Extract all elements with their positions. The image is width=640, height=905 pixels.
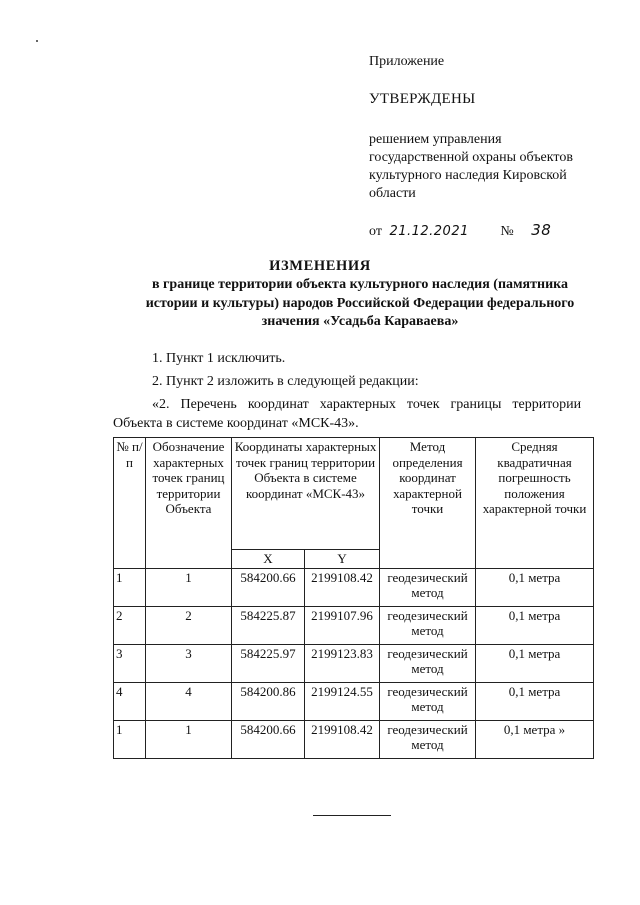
cell-num: 3 bbox=[114, 644, 146, 682]
quote-line-2: Объекта в системе координат «МСК-43». bbox=[113, 416, 359, 431]
cell-error: 0,1 метра » bbox=[476, 720, 594, 758]
cell-y: 2199108.42 bbox=[305, 568, 380, 606]
cell-method: геодезический метод bbox=[380, 720, 476, 758]
cell-num: 2 bbox=[114, 606, 146, 644]
cell-error: 0,1 метра bbox=[476, 682, 594, 720]
item-2: 2. Пункт 2 изложить в следующей редакции: bbox=[152, 374, 419, 389]
cell-y: 2199123.83 bbox=[305, 644, 380, 682]
date-value: 21.12.2021 bbox=[389, 224, 469, 239]
cell-y: 2199108.42 bbox=[305, 720, 380, 758]
cell-num: 1 bbox=[114, 568, 146, 606]
cell-x: 584200.66 bbox=[232, 720, 305, 758]
cell-error: 0,1 метра bbox=[476, 568, 594, 606]
header-num: № п/п bbox=[114, 438, 146, 569]
date-prefix: от bbox=[369, 224, 382, 239]
cell-x: 584200.86 bbox=[232, 682, 305, 720]
cell-x: 584200.66 bbox=[232, 568, 305, 606]
cell-point: 4 bbox=[146, 682, 232, 720]
cell-point: 2 bbox=[146, 606, 232, 644]
header-coords: Координаты характерных точек границ территории Объекта в системе координат «МСК-43» bbox=[232, 438, 380, 550]
subtitle-line: истории и культуры) народов Российской Федерации федерального bbox=[145, 295, 575, 311]
number-prefix: № bbox=[500, 224, 514, 239]
decision-line: государственной охраны объектов bbox=[369, 150, 573, 165]
cell-method: геодезический метод bbox=[380, 606, 476, 644]
appendix-label: Приложение bbox=[369, 54, 445, 69]
subtitle-line: в границе территории объекта культурного наследия (памятника bbox=[152, 277, 568, 292]
cell-x: 584225.87 bbox=[232, 606, 305, 644]
header-designation: Обозначение характерных точек границ территории Объекта bbox=[146, 438, 232, 569]
cell-error: 0,1 метра bbox=[476, 644, 594, 682]
decision-block bbox=[369, 131, 573, 203]
coordinates-table bbox=[113, 437, 594, 759]
quote-line-1: «2. Перечень координат характерных точек границы территории bbox=[152, 397, 582, 412]
table-row bbox=[114, 644, 594, 682]
cell-num: 4 bbox=[114, 682, 146, 720]
document-title: ИЗМЕНЕНИЯ bbox=[269, 258, 371, 274]
cell-point: 3 bbox=[146, 644, 232, 682]
cell-method: геодезический метод bbox=[380, 568, 476, 606]
cell-method: геодезический метод bbox=[380, 644, 476, 682]
cell-y: 2199124.55 bbox=[305, 682, 380, 720]
cell-point: 1 bbox=[146, 720, 232, 758]
footer-divider bbox=[313, 815, 391, 816]
document-subtitle bbox=[118, 276, 602, 332]
header-x: X bbox=[232, 550, 305, 569]
number-value: 38 bbox=[531, 221, 552, 239]
subtitle-line: значения «Усадьба Караваева» bbox=[261, 314, 459, 329]
decision-line: решением управления bbox=[369, 132, 502, 147]
date-line bbox=[369, 221, 551, 241]
scan-speck bbox=[36, 40, 38, 42]
cell-x: 584225.97 bbox=[232, 644, 305, 682]
cell-y: 2199107.96 bbox=[305, 606, 380, 644]
approved-label: УТВЕРЖДЕНЫ bbox=[369, 91, 476, 107]
table-row bbox=[114, 606, 594, 644]
table-row bbox=[114, 568, 594, 606]
cell-error: 0,1 метра bbox=[476, 606, 594, 644]
header-y: Y bbox=[305, 550, 380, 569]
header-error: Средняя квадратичная погрешность положения характерной точки bbox=[476, 438, 594, 569]
cell-point: 1 bbox=[146, 568, 232, 606]
decision-line: области bbox=[369, 186, 416, 201]
table-row bbox=[114, 682, 594, 720]
cell-method: геодезический метод bbox=[380, 682, 476, 720]
decision-line: культурного наследия Кировской bbox=[369, 168, 567, 183]
table-row bbox=[114, 720, 594, 758]
header-method: Метод определения координат характерной точки bbox=[380, 438, 476, 569]
item-1: 1. Пункт 1 исключить. bbox=[152, 351, 286, 366]
cell-num: 1 bbox=[114, 720, 146, 758]
